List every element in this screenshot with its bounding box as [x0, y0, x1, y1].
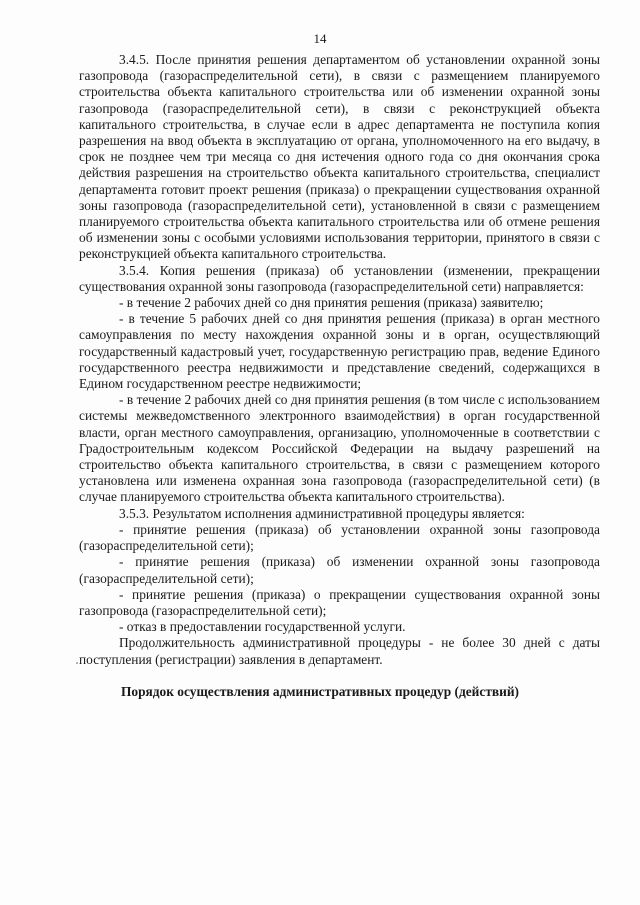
- page-number: 14: [313, 31, 327, 46]
- document-body: [79, 52, 600, 668]
- section-heading: Порядок осуществления административных процедур (действий): [120, 684, 520, 699]
- paragraph-3-5-3: 3.5.3. Результатом исполнения административной процедуры является:: [119, 505, 525, 521]
- result-item-establish: - принятие решения (приказа) об установлении охранной зоны газопровода (газораспределительной сети);: [79, 521, 600, 554]
- scan-speck: [76, 662, 78, 664]
- result-item-terminate: - принятие решения (приказа) о прекращении существования охранной зоны газопровода (газораспределительной сети);: [79, 586, 600, 618]
- result-item-change: - принятие решения (приказа) об изменении охранной зоны газопровода (газораспределительной сети);: [79, 554, 600, 586]
- paragraph-duration: Продолжительность административной процедуры - не более 30 дней с даты поступления (регистрации) заявления в департамент.: [79, 635, 600, 667]
- list-item-state-authority: - в течение 2 рабочих дней со дня принятия решения (в том числе с использованием системы межведомственного электронного взаимодействия) в орган государственной власти, орган местного самоуправления, организацию, уполномоченные в соответствии с Градостроительным кодексом Российской Федерации на выдачу разрешений на строительство объекта капитального строительства, в связи с размещением которого установлена или изменена охранная зона газопровода (газораспределительной сети) (в случае планируемого строительства объекта капитального строительства).: [79, 392, 600, 505]
- paragraph-3-4-5: 3.4.5. После принятия решения департаментом об установлении охранной зоны газопровода (газораспределительной сети), в связи с размещением планируемого строительства объекта капитального строительства или об изменении охранной зоны газопровода (газораспределительной сети), в связи с реконструкцией объекта капитального строительства, в случае если в адрес департамента не поступила копия разрешения на ввод объекта в эксплуатацию от органа, уполномоченного на его выдачу, в срок не позднее чем три месяца со дня истечения одного года со дня окончания срока действия разрешения на строительство объекта капитального строительства, специалист департамента готовит проект решения (приказа) о прекращении существования охранной зоны газопровода (газораспределительной сети), установленной в связи с размещением планируемого строительства объекта капитального строительства или об отмене решения об изменении зоны с особыми условиями использования территории, принятого в связи с реконструкцией объекта капитального строительства.: [79, 52, 600, 262]
- list-item-applicant: - в течение 2 рабочих дней со дня принятия решения (приказа) заявителю;: [119, 295, 544, 311]
- list-item-local-government: - в течение 5 рабочих дней со дня принятия решения (приказа) в орган местного самоуправления по месту нахождения охранной зоны и в орган, осуществляющий государственный кадастровый учет, государственную регистрацию прав, ведение Единого государственного реестра недвижимости и представление сведений, содержащихся в Едином государственном реестре недвижимости;: [79, 311, 600, 392]
- paragraph-3-5-4: 3.5.4. Копия решения (приказа) об установлении (изменении, прекращении существования охранной зоны газопровода (газораспределительной сети) направляется:: [79, 262, 600, 294]
- result-item-refusal: - отказ в предоставлении государственной услуги.: [119, 619, 406, 635]
